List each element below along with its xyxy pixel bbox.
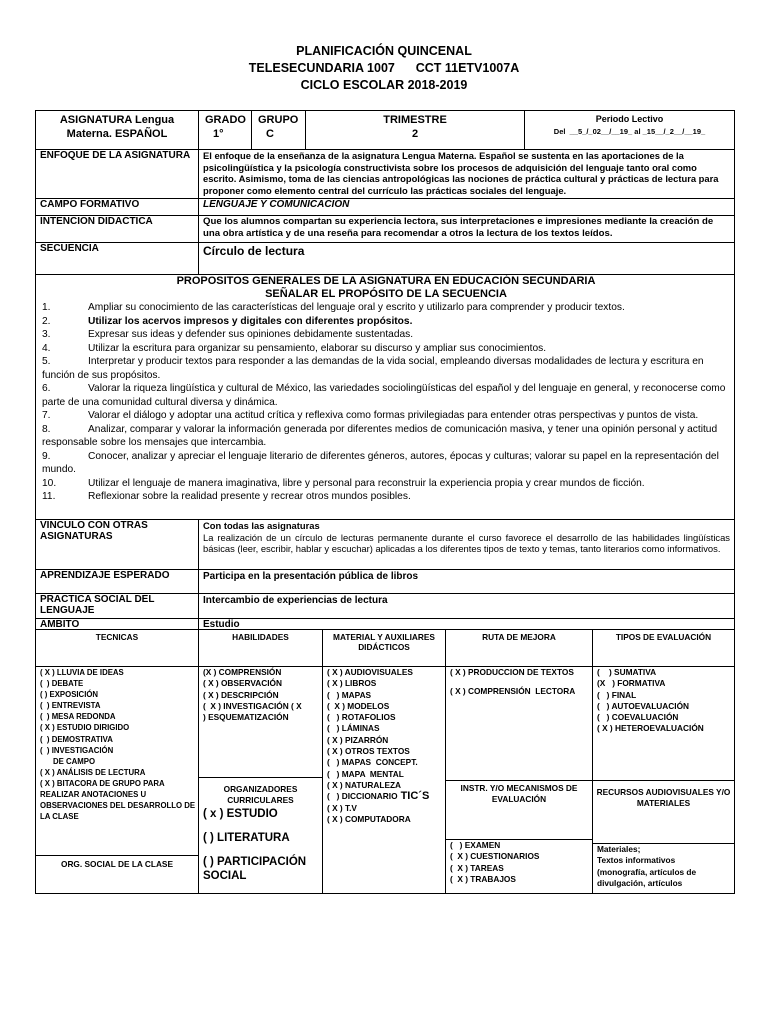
tecnica-item: ( X ) ESTUDIO DIRIGIDO (40, 723, 130, 733)
material-item: ( X ) NATURALEZA (327, 779, 402, 790)
tics-label: TIC´S (397, 790, 430, 803)
title-line-2: TELESECUNDARIA 1007 CCT 11ETV1007A (248, 61, 520, 75)
secuencia-row: SECUENCIA Círculo de lectura (36, 242, 734, 274)
tecnicas-column: TECNICAS ( X ) LLUVIA DE IDEAS ( ) DEBATE ( ) EXPOSICIÓN ( ) ENTREVISTA ( ) MESA REDONDA ( X ) ESTUDIO DIRIGIDO ( ) DEMOSTRATIVA ( ) INVESTIGACIÓN DE CAMPO ( X ) ANÁLISIS DE LECTURA ( X ) BITACORA DE GRUPO PARA REALIZAR ANOTACIONES U OBSERVACIONES DEL DESARROLLO DE LA CLASE ORG. SOCIAL DE LA CLASE (36, 630, 199, 893)
habilidad-item: ( X ) DESCRIPCIÓN (203, 689, 279, 700)
material-item: ( ) MAPAS CONCEPT. (327, 757, 418, 768)
tipo-item: ( ) SUMATIVA (597, 667, 657, 677)
asignatura-cell: ASIGNATURA Lengua Materna. ESPAÑOL (36, 111, 199, 149)
tecnica-item: ( ) DEMOSTRATIVA (40, 734, 113, 744)
recursos-header: RECURSOS AUDIOVISUALES Y/O MATERIALES (593, 780, 734, 843)
tecnica-item: ( ) DEBATE (40, 679, 84, 689)
tipo-item: ( ) FINAL (597, 689, 637, 700)
purposes-subtitle: SEÑALAR EL PROPÓSITO DE LA SECUENCIA (265, 288, 507, 300)
evaluation-grid (36, 629, 734, 893)
ruta-item: ( X ) COMPRENSIÓN LECTORA (450, 686, 576, 697)
ruta-column: RUTA DE MEJORA ( X ) PRODUCCION DE TEXTOS ( X ) COMPRENSIÓN LECTORA INSTR. Y/O MECANISMOS DE EVALUACIÓN ( ) EXAMEN ( X ) CUESTIONARIOS ( X ) TAREAS ( X ) TRABAJOS (446, 630, 593, 893)
vinculo-row: VINCULO CON OTRAS ASIGNATURAS Con todas las asignaturas La realización de un círculo de lecturas permanente durante el curso favorece el desarrollo de las habilidades lingüísticas básicas (leer, escribir, hablar y escuchar) aplicadas a los diferentes tipos de texto y temas, tanto literarios como informativos. (36, 519, 734, 569)
organizador-item: ( ) LITERATURA (203, 831, 290, 844)
grado-cell: GRADO 1° (199, 111, 252, 149)
practica-row: PRACTICA SOCIAL DEL LENGUAJE Intercambio de experiencias de lectura (36, 593, 734, 618)
purpose-item: 7. Valorar el diálogo y adoptar una actitud crítica y reflexiva como formas privilegiadas para entender otras perspectivas y puntos de vista. (42, 410, 699, 421)
tipo-item: ( X ) HETEROEVALUACIÓN (597, 723, 704, 734)
purposes-section (36, 274, 734, 519)
instr-item: ( X ) TAREAS (450, 862, 504, 873)
purpose-item: 8. Analizar, comparar y valorar la información generada por diferentes medios de comunicación masiva, y tener una opinión personal y actitud responsable sobre los mensajes que intercambia. (42, 423, 718, 448)
material-item: ( ) DICCIONARIO TIC´S (327, 790, 430, 803)
habilidad-item: ) ESQUEMATIZACIÓN (203, 712, 289, 723)
material-item: ( ) LÁMINAS (327, 723, 380, 734)
recurso-item: (monografía, artículos de (597, 866, 697, 877)
organizador-item: ( ) PARTICIPACIÓN SOCIAL (203, 855, 307, 882)
purpose-item: 4. Utilizar la escritura para organizar su pensamiento, elaborar su discurso y ampliar sus conocimientos. (42, 342, 547, 354)
tipo-item: ( ) AUTOEVALUACIÓN (597, 700, 690, 711)
tipo-item: (X ) FORMATIVA (597, 678, 666, 689)
material-item: ( X ) MODELOS (327, 700, 390, 711)
purpose-item: 6. Valorar la riqueza lingüística y cultural de México, las variedades sociolingüísticas del español y del lenguaje en general, y reconocerse como parte de una comunidad cultural diversa y dinámica. (42, 383, 726, 408)
purpose-item: 11. Reflexionar sobre la realidad presente y recrear otros mundos posibles. (42, 491, 411, 502)
instr-header: INSTR. Y/O MECANISMOS DE EVALUACIÓN (446, 780, 592, 839)
tecnica-item: OBSERVACIONES DEL DESARROLLO DE (40, 801, 196, 811)
organizador-item: ( x ) ESTUDIO (203, 807, 278, 820)
intencion-row: INTENCION DIDACTICA Que los alumnos compartan su experiencia lectora, sus interpretaciones e impresiones mediante la creación de una obra artística y de una reseña para recomendar a otros la lectura de los textos leídos. (36, 215, 734, 242)
material-column: MATERIAL Y AUXILIARES DIDÁCTICOS ( X ) AUDIOVISUALES ( X ) LIBROS ( ) MAPAS ( X ) MODELOS ( ) ROTAFOLIOS ( ) LÁMINAS ( X ) PIZARRÓN ( X ) OTROS TEXTOS ( ) MAPAS CONCEPT. ( ) MAPA MENTAL ( X ) NATURALEZA ( ) DICCIONARIO TIC´S ( X ) T.V ( X ) COMPUTADORA (323, 630, 446, 893)
material-item: ( X ) OTROS TEXTOS (327, 746, 410, 757)
tecnica-item: ( X ) LLUVIA DE IDEAS (40, 668, 124, 677)
tecnica-item: ( ) ENTREVISTA (40, 701, 101, 711)
tecnica-item: ( ) MESA REDONDA (40, 712, 116, 722)
instr-item: ( X ) CUESTIONARIOS (450, 851, 540, 862)
instr-item: ( X ) TRABAJOS (450, 873, 516, 884)
trimestre-cell: TRIMESTRE 2 (306, 111, 525, 149)
purposes-title: PROPOSITOS GENERALES DE LA ASIGNATURA EN EDUCACIÓN SECUNDARIA (176, 275, 596, 287)
tipo-item: ( ) COEVALUACIÓN (597, 712, 679, 723)
purpose-item: 9. Conocer, analizar y apreciar el lenguaje literario de diferentes géneros, autores, épocas y culturas; valorar su papel en la representación del mundo. (42, 450, 719, 475)
material-item: ( X ) T.V (327, 802, 357, 813)
purpose-item: 5. Interpretar y producir textos para responder a las demandas de la vida social, empleando diversas modalidades de lectura y escritura en función de sus propósitos. (42, 356, 704, 381)
tecnica-item: ( X ) ANÁLISIS DE LECTURA (40, 767, 146, 777)
tecnica-item: ( X ) BITACORA DE GRUPO PARA (40, 778, 165, 788)
habilidad-item: ( X ) INVESTIGACIÓN ( X (203, 700, 302, 711)
habilidades-column: HABILIDADES (X ) COMPRENSIÓN ( X ) OBSERVACIÓN ( X ) DESCRIPCIÓN ( X ) INVESTIGACIÓN ( X ) ESQUEMATIZACIÓN ORGANIZADORES CURRICULARES ( x ) ESTUDIO ( ) LITERATURA ( ) PARTICIPACIÓN SOCIAL (199, 630, 323, 893)
tecnica-item: DE CAMPO (40, 756, 96, 766)
tecnica-item: ( ) EXPOSICIÓN (40, 690, 99, 700)
tecnica-item: ( ) INVESTIGACIÓN (40, 745, 114, 755)
recurso-item: divulgación, artículos (597, 877, 683, 888)
top-row (36, 111, 734, 149)
material-item: ( ) MAPA MENTAL (327, 768, 404, 779)
organizadores-header: ORGANIZADORES CURRICULARES (199, 777, 322, 807)
title-line-3: CICLO ESCOLAR 2018-2019 (300, 78, 468, 92)
campo-row: CAMPO FORMATIVO LENGUAJE Y COMUNICACION (36, 198, 734, 215)
ambito-row: AMBITO Estudio (36, 618, 734, 629)
habilidad-item: (X ) COMPRENSIÓN (203, 667, 282, 677)
org-social-label: ORG. SOCIAL DE LA CLASE (36, 855, 198, 893)
purpose-item: 10. Utilizar el lenguaje de manera imaginativa, libre y personal para reconstruir la experiencia propia y crear mundos de ficción. (42, 477, 645, 489)
recurso-item: Materiales; (597, 844, 641, 854)
material-item: ( X ) COMPUTADORA (327, 813, 411, 824)
material-item: ( ) MAPAS (327, 689, 372, 700)
enfoque-row: ENFOQUE DE LA ASIGNATURA El enfoque de la enseñanza de la asignatura Lengua Materna. Español se sustenta en las aportaciones de la psicolingüística y la psicología constructivista sobre los procesos de adquisición del lenguaje tanto oral como escrito. Asimismo, toma de las ciencias antropológicas las nociones de práctica cultural y prácticas de lectura para proponer como elemento central del currículo las prácticas sociales del lenguaje. (36, 149, 734, 198)
purpose-item: 2. Utilizar los acervos impresos y digitales con diferentes propósitos. (42, 315, 413, 327)
periodo-cell: Periodo Lectivo Del __5_/_02__/__19_ al _15__/_2__/__19_ (553, 114, 706, 136)
instr-item: ( ) EXAMEN (450, 840, 501, 850)
planning-table (35, 110, 735, 894)
material-item: ( ) ROTAFOLIOS (327, 712, 396, 723)
purpose-item: 3. Expresar sus ideas y defender sus opiniones debidamente sustentadas. (42, 329, 414, 340)
grupo-cell: GRUPO C (252, 111, 306, 149)
tecnica-item: LA CLASE (40, 812, 79, 822)
purposes-list (42, 301, 730, 504)
title-line-1: PLANIFICACIÓN QUINCENAL (296, 44, 472, 58)
recurso-item: Textos informativos (597, 855, 676, 866)
purpose-item: 1. Ampliar su conocimiento de las características del lenguaje oral y escrito y utilizarlo para comprender y producir textos. (42, 302, 625, 313)
material-item: ( X ) LIBROS (327, 678, 377, 689)
tipos-column: TIPOS DE EVALUACIÓN ( ) SUMATIVA (X ) FORMATIVA ( ) FINAL ( ) AUTOEVALUACIÓN ( ) COEVALUACIÓN ( X ) HETEROEVALUACIÓN RECURSOS AUDIOVISUALES Y/O MATERIALES Materiales; Textos informativos (monografía, artículos de divulgación, artículos (593, 630, 734, 893)
material-item: ( X ) AUDIOVISUALES (327, 667, 413, 677)
material-item: ( X ) PIZARRÓN (327, 734, 389, 745)
habilidad-item: ( X ) OBSERVACIÓN (203, 678, 282, 689)
tecnica-item: REALIZAR ANOTACIONES U (40, 790, 147, 800)
ruta-item: ( X ) PRODUCCION DE TEXTOS (450, 667, 574, 677)
aprendizaje-row: APRENDIZAJE ESPERADO Participa en la presentación pública de libros (36, 569, 734, 593)
